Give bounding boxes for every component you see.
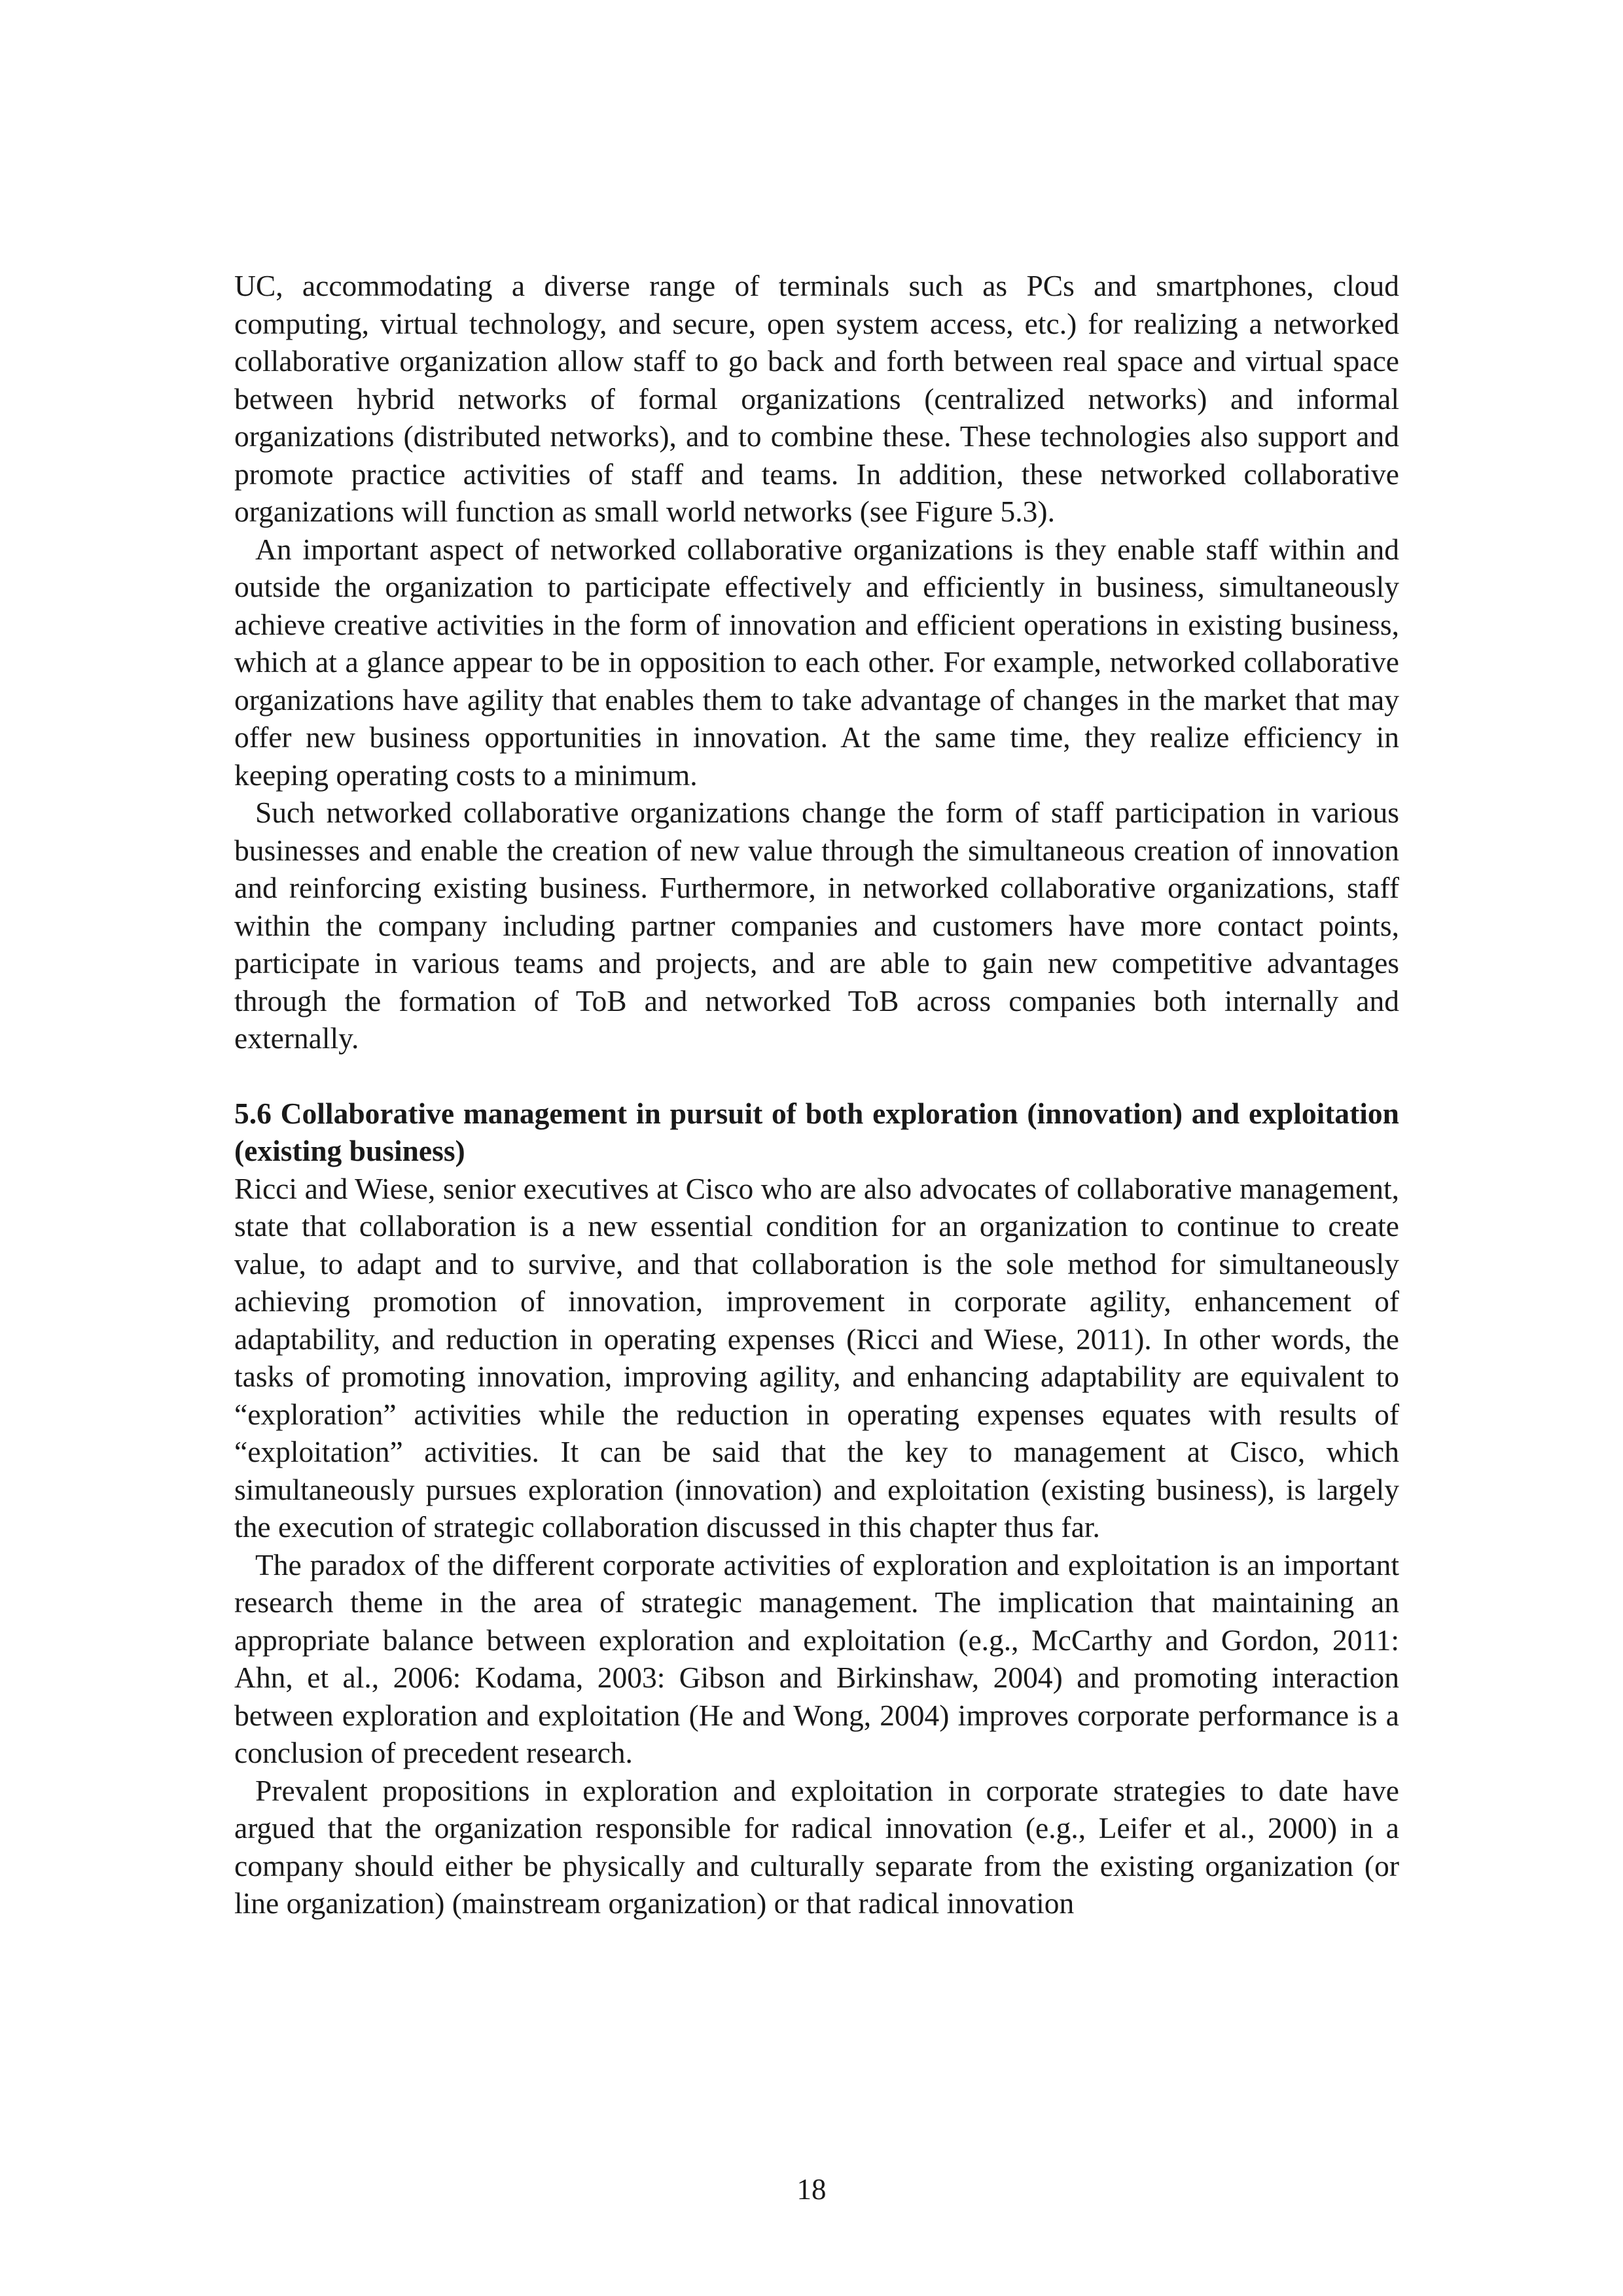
- paragraph-continued: UC, accommodating a diverse range of terminals such as PCs and smartphones, cloud computing, virtual technology, and secure, open system access, etc.) for realizing a networked collaborative organization allow staff to go back and forth between real space and virtual space between hybrid networks of formal organizations (centralized networks) and informal organizations (distributed networks), and to combine these. These technologies also support and promote practice activities of staff and teams. In addition, these networked collaborative organizations will function as small world networks (see Figure 5.3).: [234, 269, 1399, 528]
- section-heading: 5.6 Collaborative management in pursuit of both exploration (innovation) and exploitation (existing business): [234, 1096, 1399, 1167]
- page-body: [234, 267, 1399, 1922]
- paragraph: An important aspect of networked collaborative organizations is they enable staff within and outside the organization to participate effectively and efficiently in business, simultaneously achieve creative activities in the form of innovation and efficient operations in existing business, which at a glance appear to be in opposition to each other. For example, networked collaborative organizations have agility that enables them to take advantage of changes in the market that may offer new business opportunities in innovation. At the same time, they realize efficiency in keeping operating costs to a minimum.: [234, 532, 1399, 792]
- paragraph-continues: Prevalent propositions in exploration and exploitation in corporate strategies to date have argued that the organization responsible for radical innovation (e.g., Leifer et al., 2000) in a company should either be physically and culturally separate from the existing organization (or line organization) (mainstream organization) or that radical innovation: [234, 1773, 1399, 1920]
- paragraph: The paradox of the different corporate activities of exploration and exploitation is an important research theme in the area of strategic management. The implication that maintaining an appropriate balance between exploration and exploitation (e.g., McCarthy and Gordon, 2011: Ahn, et al., 2006: Kodama, 2003: Gibson and Birkinshaw, 2004) and promoting interaction between exploration and exploitation (He and Wong, 2004) improves corporate performance is a conclusion of precedent research.: [234, 1547, 1399, 1769]
- paragraph: Ricci and Wiese, senior executives at Cisco who are also advocates of collaborative management, state that collaboration is a new essential condition for an organization to continue to create value, to adapt and to survive, and that collaboration is the sole method for simultaneously achieving promotion of innovation, improvement in corporate agility, enhancement of adaptability, and reduction in operating expenses (Ricci and Wiese, 2011). In other words, the tasks of promoting innovation, improving agility, and enhancing adaptability are equivalent to “exploration” activities while the reduction in operating expenses equates with results of “exploitation” activities. It can be said that the key to management at Cisco, which simultaneously pursues exploration (innovation) and exploitation (existing business), is largely the execution of strategic collaboration discussed in this chapter thus far.: [234, 1171, 1399, 1544]
- page-number: 18: [796, 2173, 827, 2206]
- paragraph: Such networked collaborative organizations change the form of staff participation in various businesses and enable the creation of new value through the simultaneous creation of innovation and reinforcing existing business. Furthermore, in networked collaborative organizations, staff within the company including partner companies and customers have more contact points, participate in various teams and projects, and are able to gain new competitive advantages through the formation of ToB and networked ToB across companies both internally and externally.: [234, 796, 1399, 1055]
